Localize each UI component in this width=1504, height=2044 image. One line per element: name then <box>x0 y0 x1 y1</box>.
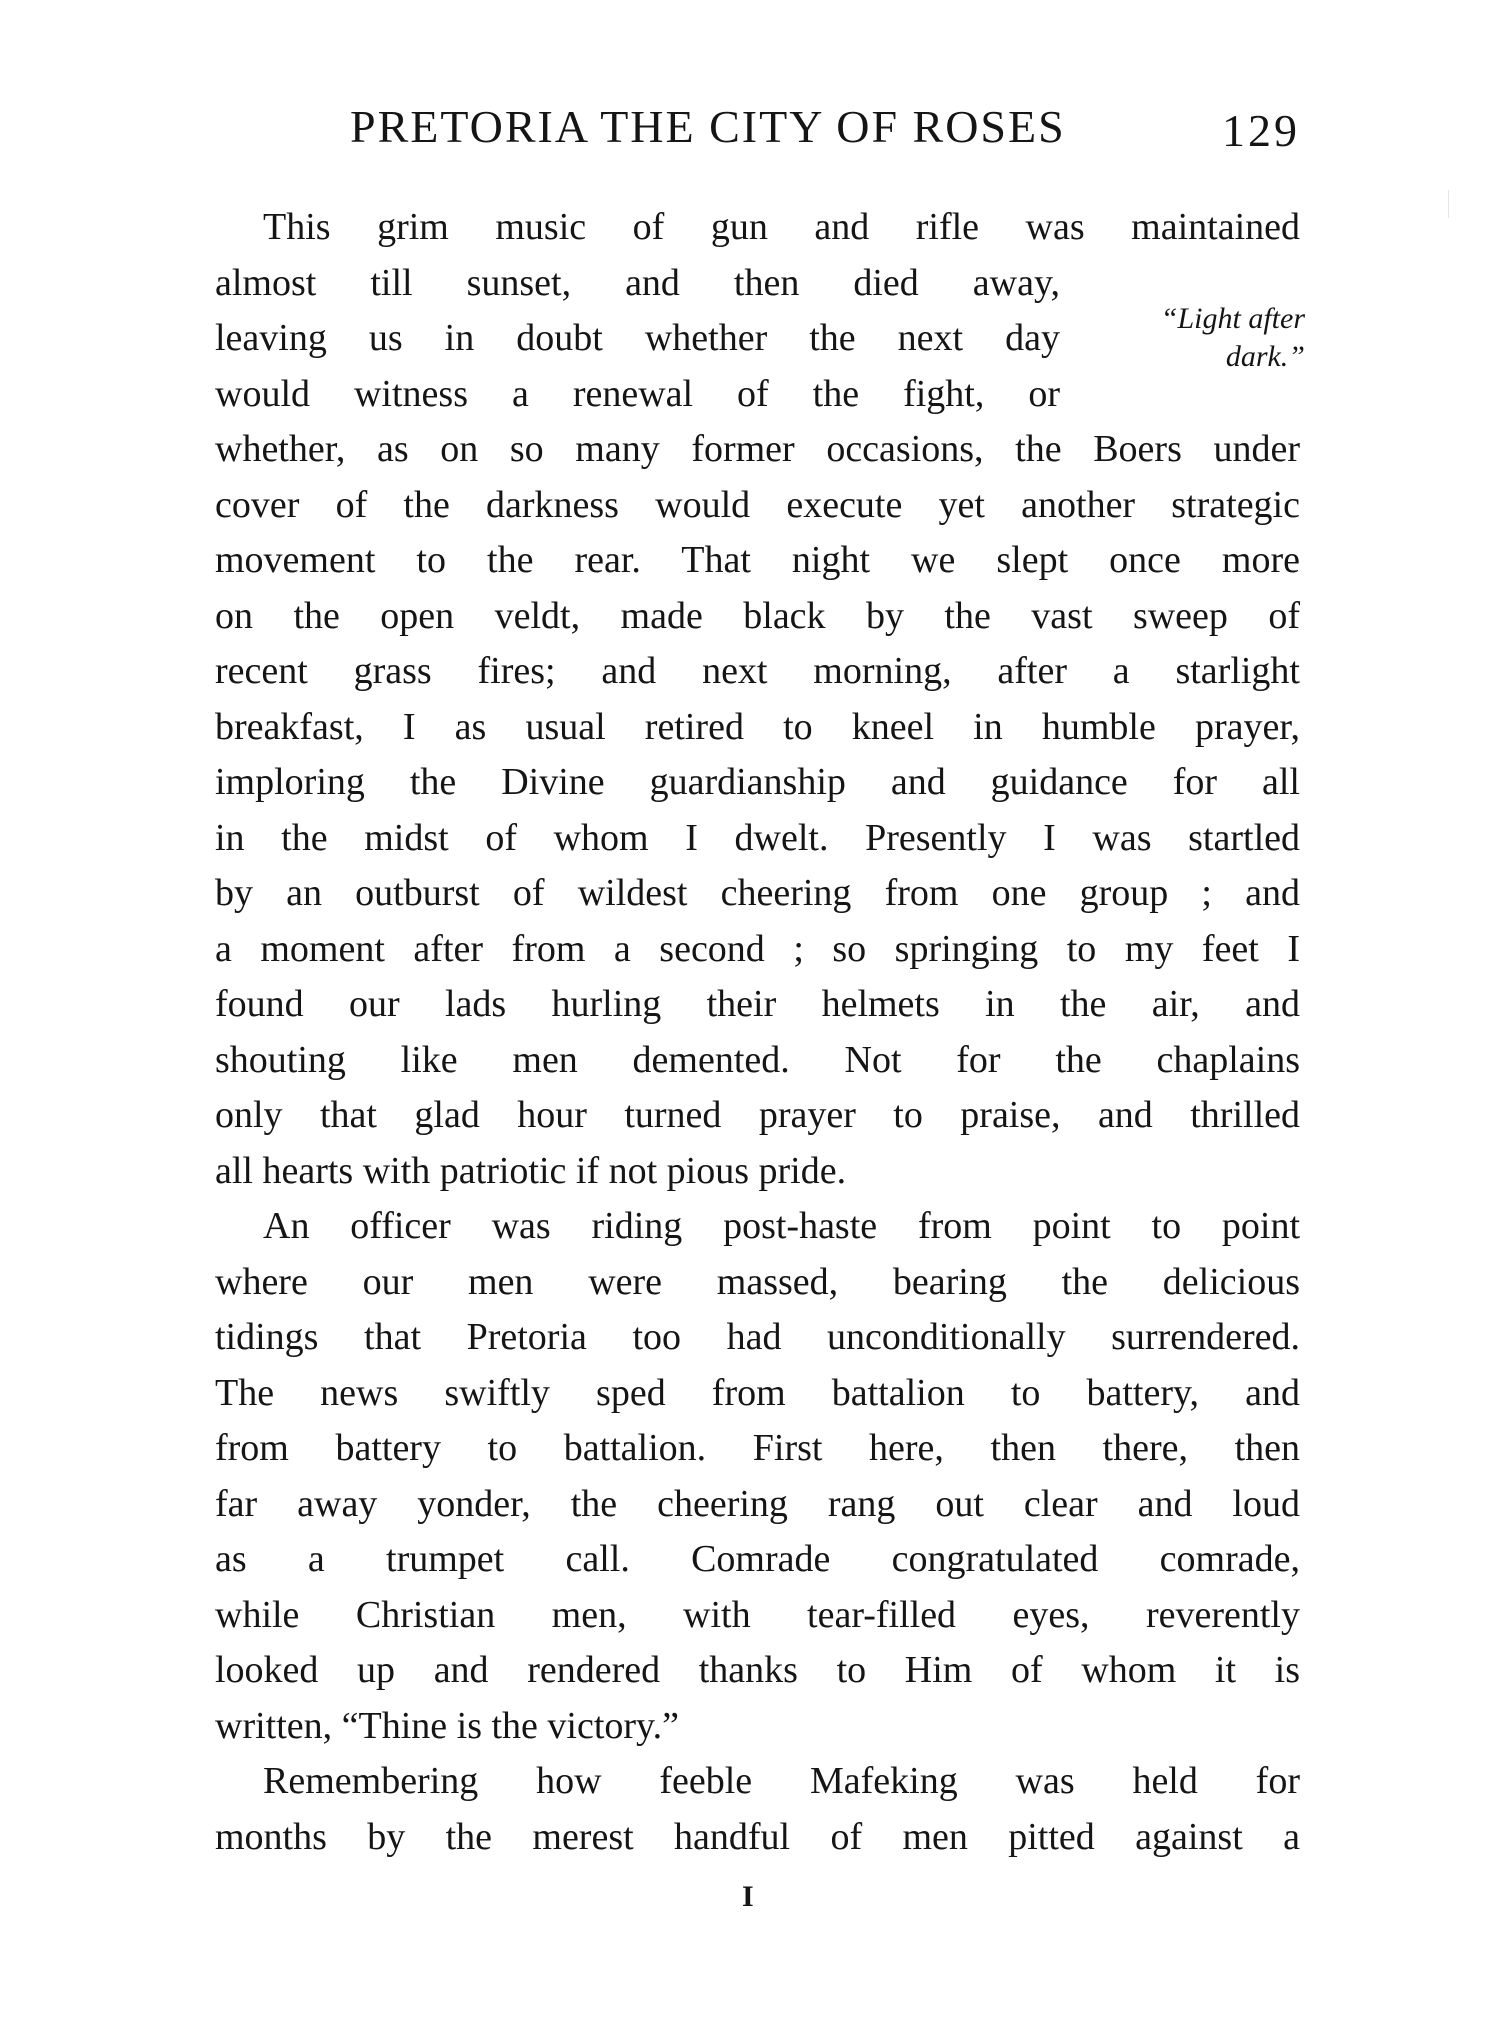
text-line: months by the merest handful of men pitted against a <box>215 1815 1300 1858</box>
text-line: An officer was riding post-haste from point to point <box>263 1205 1300 1247</box>
text-line: tidings that Pretoria too had unconditionally surrendered. <box>215 1316 1300 1358</box>
paragraph-3 <box>215 1754 1300 1865</box>
marginal-note-line-2: dark.” <box>1225 340 1305 373</box>
text-line: recent grass fires; and next morning, after a starlight <box>215 650 1300 692</box>
text-line: found our lads hurling their helmets in the air, and <box>215 983 1300 1025</box>
text-line: as a trumpet call. Comrade congratulated comrade, <box>215 1538 1300 1580</box>
text-line: from battery to battalion. First here, then there, then <box>215 1427 1300 1469</box>
text-line: looked up and rendered thanks to Him of whom it is <box>215 1649 1300 1691</box>
text-line: only that glad hour turned prayer to praise, and thrilled <box>215 1094 1300 1136</box>
page-number: 129 <box>1222 105 1300 156</box>
marginal-note-line-1: “Light after <box>1160 302 1305 335</box>
paragraph-2 <box>215 1199 1300 1754</box>
text-line: The news swiftly sped from battalion to battery, and <box>215 1371 1300 1414</box>
text-line: cover of the darkness would execute yet another strategic <box>215 483 1300 526</box>
text-line: where our men were massed, bearing the delicious <box>215 1260 1300 1303</box>
text-line: by an outburst of wildest cheering from one group ; and <box>215 872 1300 914</box>
text-line: in the midst of whom I dwelt. Presently I was startled <box>215 816 1300 859</box>
text-line: would witness a renewal of the fight, or <box>215 372 1060 415</box>
text-line: on the open veldt, made black by the vast sweep of <box>215 594 1300 637</box>
text-line: movement to the rear. That night we slept once more <box>215 539 1300 581</box>
text-line: breakfast, I as usual retired to kneel in humble prayer, <box>215 705 1300 748</box>
text-line: Remembering how feeble Mafeking was held for <box>263 1760 1300 1802</box>
paragraph-1 <box>215 200 1300 1199</box>
text-line: imploring the Divine guardianship and guidance for all <box>215 761 1300 803</box>
body-text <box>215 200 1300 1865</box>
scan-edge-mark <box>1448 190 1449 218</box>
text-line: shouting like men demented. Not for the chaplains <box>215 1038 1300 1081</box>
text-line: leaving us in doubt whether the next day <box>215 317 1060 359</box>
text-line: This grim music of gun and rifle was maintained <box>263 206 1300 248</box>
text-line: far away yonder, the cheering rang out clear and loud <box>215 1482 1300 1525</box>
text-line: a moment after from a second ; so springing to my feet I <box>215 927 1300 970</box>
text-line: while Christian men, with tear-filled eyes, reverently <box>215 1593 1300 1636</box>
running-title: PRETORIA THE CITY OF ROSES <box>350 101 1066 152</box>
text-line: whether, as on so many former occasions, the Boers under <box>215 428 1300 470</box>
text-line: written, “Thine is the victory.” <box>215 1704 679 1747</box>
text-line: almost till sunset, and then died away, <box>215 261 1060 304</box>
signature-mark: I <box>742 1880 754 1913</box>
running-head <box>350 100 1300 160</box>
text-line: all hearts with patriotic if not pious pride. <box>215 1149 847 1192</box>
